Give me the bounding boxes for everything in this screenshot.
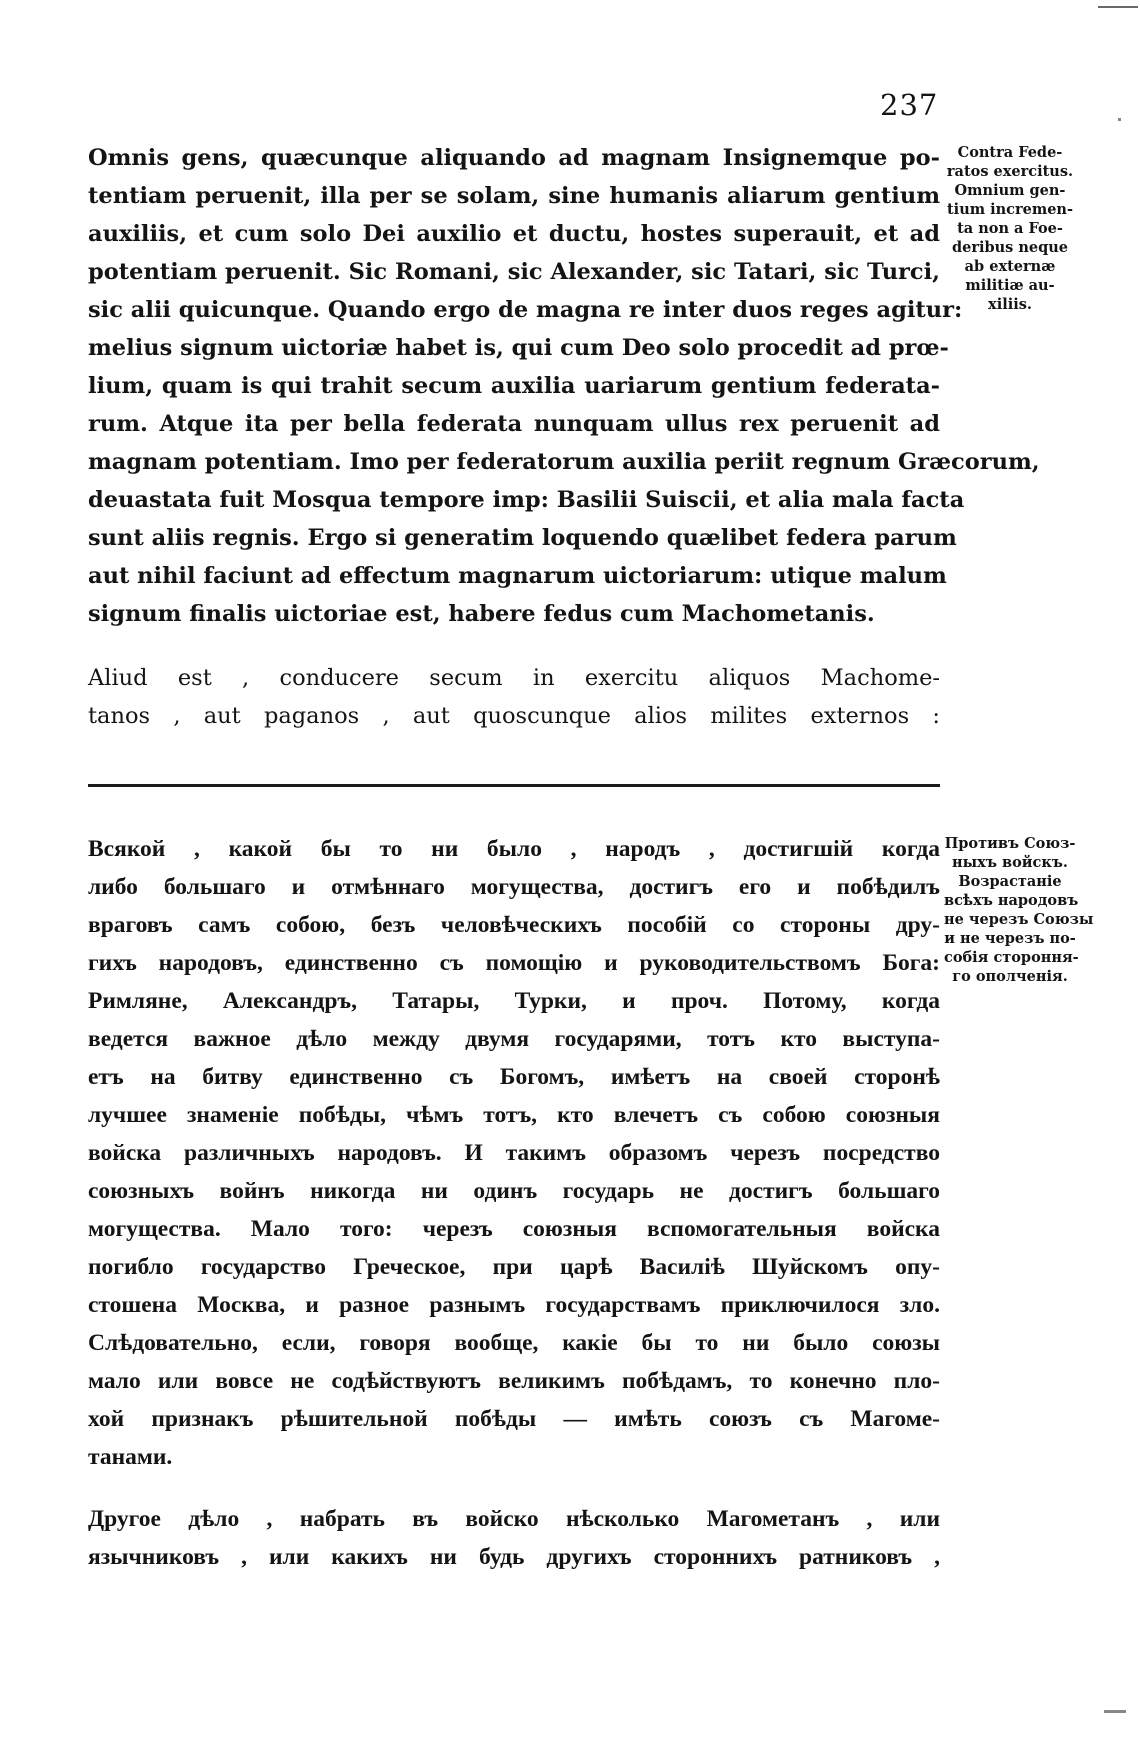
text-line: етъ на битву единственно съ Богомъ, имѣетъ на своей сторонѣ: [88, 1064, 940, 1090]
margin-note-line: и не черезъ по-: [944, 930, 1076, 947]
text-line: signum finalis uictoriae est, habere fedus cum Machometanis.: [88, 601, 875, 627]
latin-margin-note: [944, 143, 1076, 314]
text-line: лучшее знаменіе побѣды, чѣмъ тотъ, кто влечетъ съ собою союзныя: [88, 1102, 940, 1128]
text-line: Aliud est , conducere secum in exercitu aliquos Machome-: [88, 665, 940, 691]
text-line: Римляне, Александръ, Татары, Турки, и проч. Потому, когда: [88, 988, 940, 1014]
text-line: sic alii quicunque. Quando ergo de magna re inter duos reges agitur:: [88, 297, 963, 323]
margin-note-line: Возрастаніе: [958, 873, 1062, 890]
text-line: magnam potentiam. Imo per federatorum auxilia periit regnum Græcorum,: [88, 449, 1040, 475]
text-line: могущества. Мало того: черезъ союзныя вспомогательныя войска: [88, 1216, 940, 1242]
text-line: rum. Atque ita per bella federata nunquam ullus rex peruenit ad: [88, 411, 940, 437]
text-line: погибло государство Греческое, при царѣ Василіѣ Шуйскомъ опу-: [88, 1254, 940, 1280]
text-line: Слѣдовательно, если, говоря вообще, какіе бы то ни было союзы: [88, 1330, 940, 1356]
text-line: войска различныхъ народовъ. И такимъ образомъ черезъ посредство: [88, 1140, 940, 1166]
text-line: хой признакъ рѣшительной побѣды — имѣть союзъ съ Магоме-: [88, 1406, 940, 1432]
text-line: Omnis gens, quæcunque aliquando ad magnam Insignemque po-: [88, 145, 940, 171]
text-line: auxiliis, et cum solo Dei auxilio et ductu, hostes superauit, et ad: [88, 221, 940, 247]
margin-note-line: Противъ Союз-: [944, 835, 1076, 852]
text-line: tentiam peruenit, illa per se solam, sine humanis aliarum gentium: [88, 183, 940, 209]
latin-paragraph-2: [88, 659, 940, 735]
russian-paragraph-2: [88, 1500, 940, 1576]
stray-mark: [1104, 1710, 1126, 1713]
margin-note-line: ab externæ: [964, 258, 1056, 275]
text-line: танами.: [88, 1444, 173, 1470]
russian-paragraph-1: [88, 830, 940, 1476]
margin-note-line: собія стороння-: [944, 949, 1079, 966]
text-line: Всякой , какой бы то ни было , народъ , достигшій когда: [88, 836, 940, 862]
text-line: potentiam peruenit. Sic Romani, sic Alexander, sic Tatari, sic Turci,: [88, 259, 940, 285]
text-line: sunt aliis regnis. Ergo si generatim loquendo quælibet federa parum: [88, 525, 957, 551]
margin-note-line: Contra Fede-: [957, 144, 1063, 161]
text-line: союзныхъ войнъ никогда ни одинъ государь не достигъ большаго: [88, 1178, 940, 1204]
text-line: язычниковъ , или какихъ ни будь другихъ стороннихъ ратниковъ ,: [88, 1544, 940, 1570]
margin-note-line: ratos exercitus.: [946, 163, 1074, 180]
page-number: 237: [880, 88, 939, 122]
margin-note-line: tium incremen-: [946, 201, 1073, 218]
russian-margin-note: [944, 834, 1094, 986]
margin-note-line: всѣхъ народовъ: [944, 892, 1079, 909]
text-line: мало или вовсе не содѣйствуютъ великимъ побѣдамъ, то конечно пло-: [88, 1368, 940, 1394]
text-line: гихъ народовъ, единственно съ помощію и руководительствомъ Бога:: [88, 950, 940, 976]
text-line: aut nihil faciunt ad effectum magnarum uictoriarum: utique malum: [88, 563, 947, 589]
margin-note-line: Omnium gen-: [954, 182, 1066, 199]
text-line: melius signum uictoriæ habet is, qui cum Deo solo procedit ad prœ-: [88, 335, 949, 361]
text-line: tanos , aut paganos , aut quoscunque alios milites externos :: [88, 703, 940, 729]
text-line: стошена Москва, и разное разнымъ государствамъ приключилося зло.: [88, 1292, 940, 1318]
margin-note-line: militiæ au-: [965, 277, 1055, 294]
text-line: либо большаго и отмѣннаго могущества, достигъ его и побѣдилъ: [88, 874, 940, 900]
section-divider: [88, 784, 940, 787]
text-line: Другое дѣло , набрать въ войско нѣсколько Магометанъ , или: [88, 1506, 940, 1532]
text-line: lium, quam is qui trahit secum auxilia uariarum gentium federata-: [88, 373, 940, 399]
stray-mark: [1118, 118, 1121, 121]
margin-note-line: ta non a Foe-: [957, 220, 1063, 237]
text-line: враговъ самъ собою, безъ человѣческихъ пособій со стороны дру-: [88, 912, 940, 938]
text-line: ведется важное дѣло между двумя государями, тотъ кто выступа-: [88, 1026, 940, 1052]
margin-note-line: го ополченія.: [952, 968, 1068, 985]
margin-note-line: ныхъ войскъ.: [952, 854, 1068, 871]
margin-note-line: deribus neque: [951, 239, 1069, 256]
text-line: deuastata fuit Mosqua tempore imp: Basilii Suiscii, et alia mala facta: [88, 487, 965, 513]
scan-edge-mark: [1098, 6, 1138, 8]
margin-note-line: не черезъ Союзы: [944, 911, 1094, 928]
margin-note-line: xiliis.: [988, 296, 1032, 313]
